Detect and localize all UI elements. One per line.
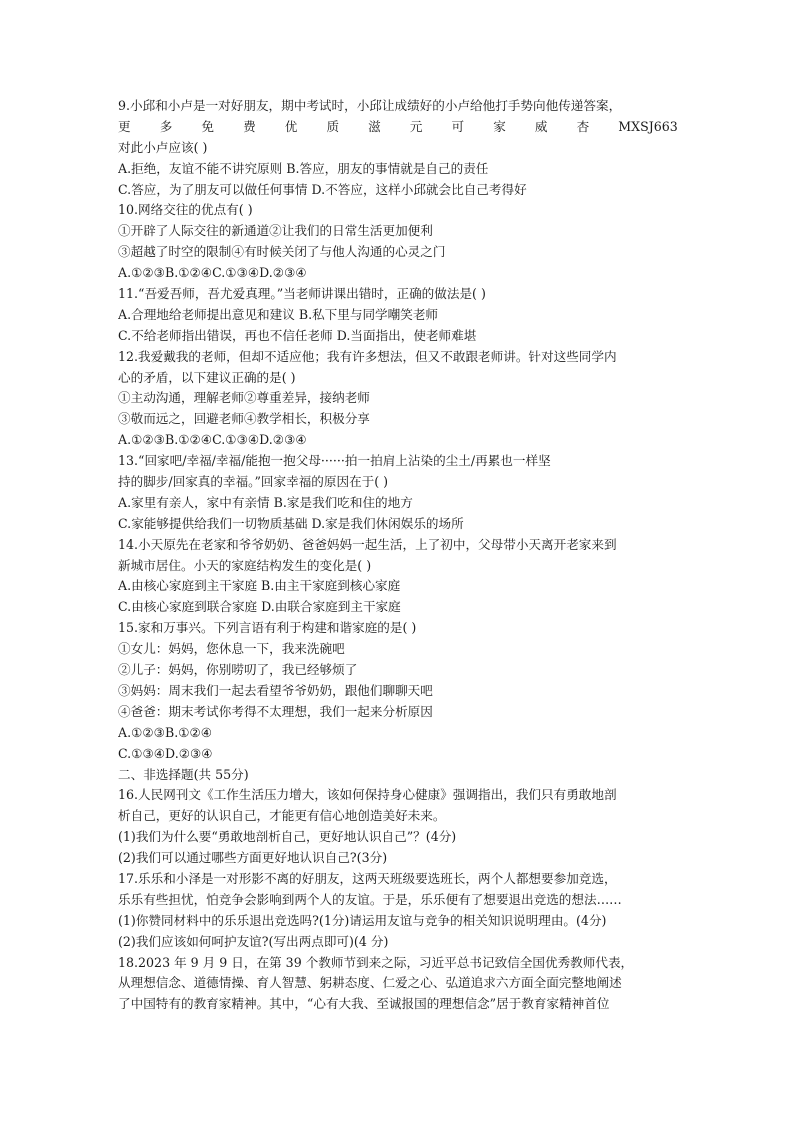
text-line: 对此小卢应该( ) bbox=[118, 139, 208, 155]
text-line: A.家里有亲人，家中有亲情 B.家是我们吃和住的地方 bbox=[118, 494, 413, 510]
watermark-char: 杏 bbox=[576, 118, 590, 134]
watermark-char: 滋 bbox=[368, 118, 381, 134]
watermark-char: 家 bbox=[493, 118, 506, 134]
watermark-char: 费 bbox=[243, 118, 256, 134]
text-line: 14.小天原先在老家和爷爷奶奶、爸爸妈妈一起生活，上了初中，父母带小天离开老家来到 bbox=[118, 536, 617, 552]
text-line: 心的矛盾，以下建议正确的是( ) bbox=[118, 369, 296, 385]
watermark-char: 免 bbox=[201, 118, 214, 134]
text-line: A.合理地给老师提出意见和建议 B.私下里与同学嘲笑老师 bbox=[118, 306, 439, 322]
text-line: A.①②③B.①②④C.①③④D.②③④ bbox=[118, 432, 307, 448]
text-line: 17.乐乐和小泽是一对形影不离的好朋友，这两天班级要选班长，两个人都想要参加竞选， bbox=[118, 870, 617, 886]
text-line: 了中国特有的教育家精神。其中，“心有大我、至诚报国的理想信念”居于教育家精神首位 bbox=[118, 996, 610, 1012]
text-line: 18.2023 年 9 月 9 日，在第 39 个教师节到来之际，习近平总书记致信全国优秀教师代表， bbox=[118, 954, 634, 970]
text-line: (2)我们应该如何呵护友谊?(写出两点即可)(4 分) bbox=[118, 933, 389, 949]
text-line: 析自己，更好的认识自己，才能更有信心地创造美好未来。 bbox=[118, 808, 446, 824]
watermark-char: 多 bbox=[159, 118, 173, 134]
text-line: A.由核心家庭到主干家庭 B.由主干家庭到核心家庭 bbox=[118, 578, 401, 594]
text-line: 乐乐有些担忧，怕竞争会影响到两个人的友谊。于是，乐乐便有了想要退出竞选的想法…… bbox=[118, 891, 622, 907]
watermark-code: MXSJ663 bbox=[618, 118, 678, 134]
text-line: 16.人民网刊文《工作生活压力增大，该如何保持身心健康》强调指出，我们只有勇敢地剖 bbox=[118, 787, 617, 803]
text-line: 12.我爱戴我的老师，但却不适应他；我有许多想法，但又不敢跟老师讲。针对这些同学内 bbox=[118, 348, 617, 364]
text-line: ③妈妈：周末我们一起去看望爷爷奶奶，跟他们聊聊天吧 bbox=[118, 682, 433, 698]
text-line: (1)我们为什么要“勇敢地剖析自己，更好地认识自己”？(4分) bbox=[118, 829, 457, 845]
watermark-char: 元 bbox=[409, 118, 423, 134]
text-line: 二、非选择题(共 55分) bbox=[118, 766, 249, 782]
watermark-char: 威 bbox=[534, 118, 548, 134]
text-line: A.拒绝，友谊不能不讲究原则 B.答应，朋友的事情就是自己的责任 bbox=[118, 160, 489, 176]
text-line: ④爸爸：期末考试你考得不太理想，我们一起来分析原因 bbox=[118, 703, 433, 719]
watermark-line bbox=[118, 117, 678, 138]
text-line: ①开辟了人际交往的新通道②让我们的日常生活更加便利 bbox=[118, 223, 433, 239]
text-line: ①女儿：妈妈，您休息一下，我来洗碗吧 bbox=[118, 641, 345, 657]
text-line: C.答应，为了朋友可以做任何事情 D.不答应，这样小邱就会比自己考得好 bbox=[118, 181, 527, 197]
document-body bbox=[118, 138, 678, 1015]
watermark-char: 优 bbox=[284, 118, 298, 134]
question-9-stem: 9.小邱和小卢是一对好朋友，期中考试时，小邱让成绩好的小卢给他打手势向他传递答案， bbox=[118, 98, 622, 113]
text-line: ③敬而远之，回避老师④教学相长，积极分享 bbox=[118, 411, 370, 427]
text-line: C.不给老师指出错误，再也不信任老师 D.当面指出，使老师难堪 bbox=[118, 327, 477, 343]
watermark-char: 可 bbox=[451, 118, 465, 134]
text-line: (1)你赞同材料中的乐乐退出竞选吗?(1分)请运用友谊与竞争的相关知识说明理由。(4分) bbox=[118, 912, 607, 928]
document-page bbox=[118, 96, 678, 1015]
text-line: C.①③④D.②③④ bbox=[118, 745, 213, 761]
text-line: ③超越了时空的限制④有时候关闭了与他人沟通的心灵之门 bbox=[118, 244, 446, 260]
watermark-char: 更 bbox=[118, 118, 131, 134]
watermark-char: 质 bbox=[326, 118, 340, 134]
text-line: C.家能够提供给我们一切物质基础 D.家是我们休闲娱乐的场所 bbox=[118, 515, 464, 531]
text-line: 10.网络交往的优点有( ) bbox=[118, 202, 253, 218]
text-line: ①主动沟通，理解老师②尊重差异，接纳老师 bbox=[118, 390, 370, 406]
text-line: 从理想信念、道德情操、育人智慧、躬耕态度、仁爱之心、弘道追求六方面全面完整地阐述 bbox=[118, 975, 622, 991]
text-line: C.由核心家庭到联合家庭 D.由联合家庭到主干家庭 bbox=[118, 599, 401, 615]
text-line: ②儿子：妈妈，你别唠叨了，我已经够烦了 bbox=[118, 662, 358, 678]
text-line: 15.家和万事兴。下列言语有利于构建和谐家庭的是( ) bbox=[118, 620, 417, 636]
text-line: A.①②③B.①②④C.①③④D.②③④ bbox=[118, 265, 307, 281]
text-line: 11.“吾爱吾师，吾尤爱真理。”当老师讲课出错时，正确的做法是( ) bbox=[118, 286, 486, 302]
text-line: 13.“回家吧/幸福/幸福/能抱一抱父母······拍一拍肩上沾染的尘土/再累也一样坚 bbox=[118, 453, 551, 469]
text-line: A.①②③B.①②④ bbox=[118, 724, 213, 740]
text-line: 新城市居住。小天的家庭结构发生的变化是( ) bbox=[118, 557, 372, 573]
text-line: (2)我们可以通过哪些方面更好地认识自己?(3分) bbox=[118, 850, 388, 866]
text-line: 持的脚步/回家真的幸福。”回家幸福的原因在于( ) bbox=[118, 474, 389, 490]
